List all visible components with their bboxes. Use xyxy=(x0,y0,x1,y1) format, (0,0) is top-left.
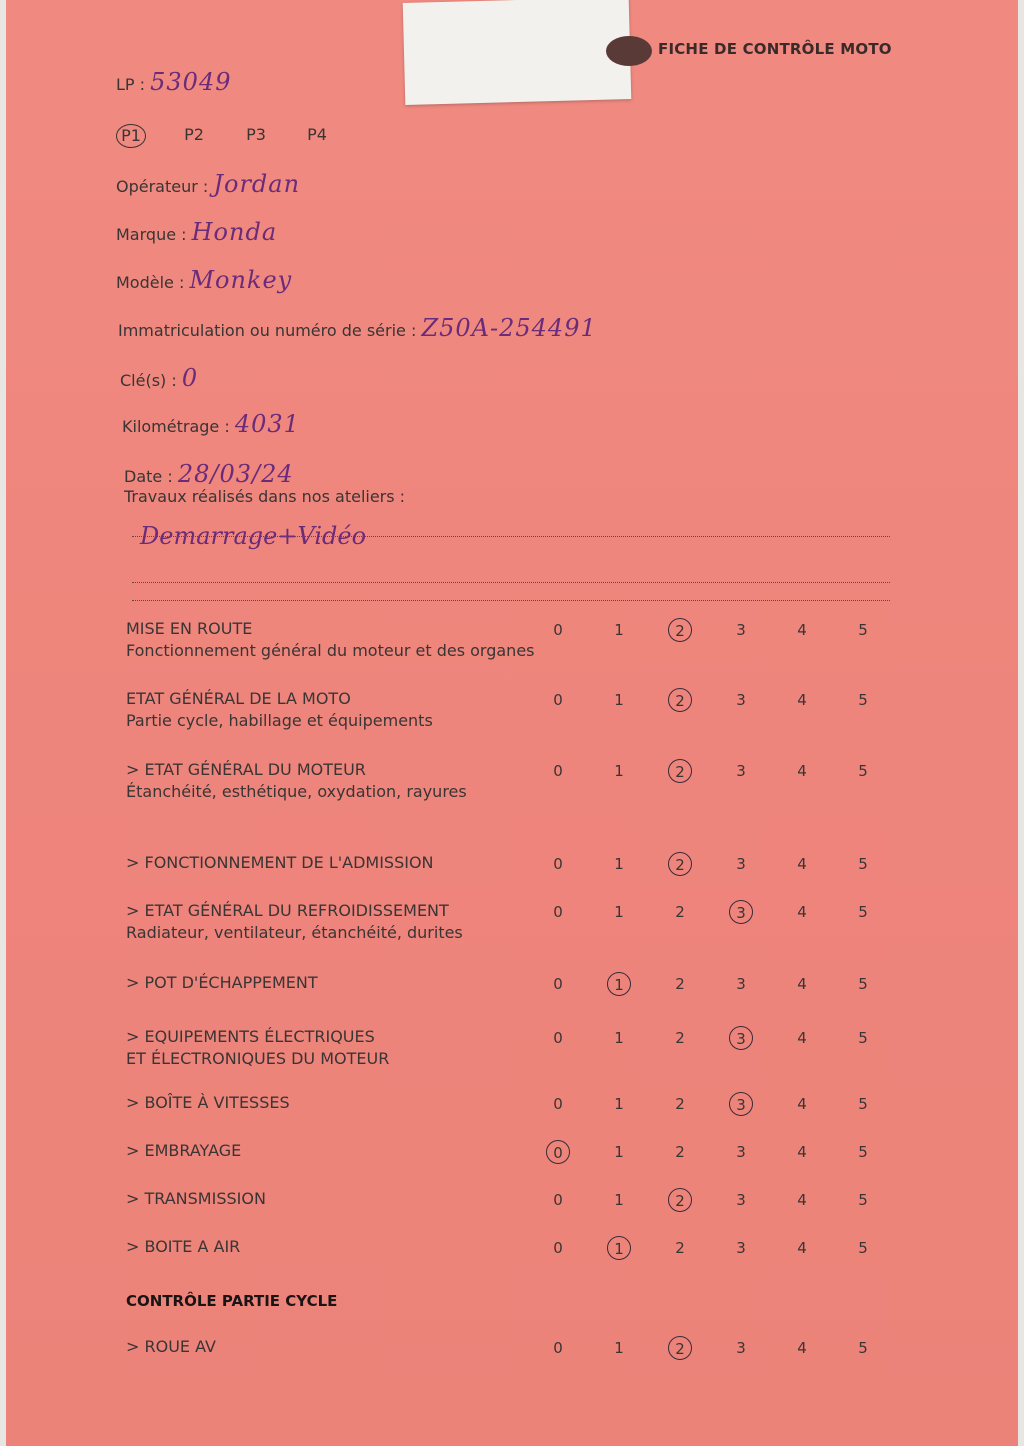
score-option-5[interactable]: 5 xyxy=(858,1239,868,1257)
cles-value: 0 xyxy=(181,364,199,392)
check-row xyxy=(126,1188,906,1210)
lp-field xyxy=(116,68,232,96)
score-option-1[interactable]: 1 xyxy=(607,972,631,996)
form-title: FICHE DE CONTRÔLE MOTO xyxy=(658,40,892,58)
position-p2: P2 xyxy=(184,125,204,144)
check-title: > BOITE A AIR xyxy=(126,1237,241,1256)
score-option-4[interactable]: 4 xyxy=(797,1339,807,1357)
kilometrage-value: 4031 xyxy=(234,410,300,438)
score-option-0[interactable]: 0 xyxy=(553,1239,563,1257)
score-option-3[interactable]: 3 xyxy=(729,900,753,924)
check-title: > TRANSMISSION xyxy=(126,1189,266,1208)
check-title: > ETAT GÉNÉRAL DU REFROIDISSEMENT xyxy=(126,901,449,920)
kilometrage-field xyxy=(122,410,300,438)
cles-field xyxy=(120,364,198,392)
check-title: > ROUE AV xyxy=(126,1337,216,1356)
check-row xyxy=(126,852,906,874)
score-option-0[interactable]: 0 xyxy=(553,1339,563,1357)
score-option-1[interactable]: 1 xyxy=(607,1236,631,1260)
score-option-2[interactable]: 2 xyxy=(675,1029,685,1047)
score-option-0[interactable]: 0 xyxy=(553,1029,563,1047)
kilometrage-label: Kilométrage : xyxy=(122,417,230,436)
check-subtitle: ET ÉLECTRONIQUES DU MOTEUR xyxy=(126,1049,390,1068)
score-option-1[interactable]: 1 xyxy=(614,1029,624,1047)
score-option-2[interactable]: 2 xyxy=(675,903,685,921)
score-scale xyxy=(546,972,906,996)
score-option-2[interactable]: 2 xyxy=(668,688,692,712)
score-option-4[interactable]: 4 xyxy=(797,1239,807,1257)
works-label: Travaux réalisés dans nos ateliers : xyxy=(124,487,406,506)
score-option-1[interactable]: 1 xyxy=(614,1339,624,1357)
inspection-sheet xyxy=(6,0,1018,1446)
marque-value: Honda xyxy=(191,218,278,246)
score-scale xyxy=(546,900,906,924)
check-title: > EMBRAYAGE xyxy=(126,1141,242,1160)
operateur-label: Opérateur : xyxy=(116,177,209,196)
marque-field xyxy=(116,218,277,246)
score-option-3[interactable]: 3 xyxy=(736,762,746,780)
score-option-5[interactable]: 5 xyxy=(858,1095,868,1113)
check-title: > FONCTIONNEMENT DE L'ADMISSION xyxy=(126,853,434,872)
score-option-3[interactable]: 3 xyxy=(736,1339,746,1357)
date-field xyxy=(124,460,294,488)
works-line-3 xyxy=(132,600,890,601)
score-option-0[interactable]: 0 xyxy=(553,762,563,780)
score-option-3[interactable]: 3 xyxy=(736,975,746,993)
score-option-1[interactable]: 1 xyxy=(614,1095,624,1113)
works-line-1 xyxy=(132,536,890,537)
score-option-3[interactable]: 3 xyxy=(736,621,746,639)
score-option-0[interactable]: 0 xyxy=(553,1191,563,1209)
cycle-section-heading: CONTRÔLE PARTIE CYCLE xyxy=(126,1292,338,1310)
score-option-3[interactable]: 3 xyxy=(729,1026,753,1050)
score-option-2[interactable]: 2 xyxy=(675,1143,685,1161)
check-row xyxy=(126,1026,906,1070)
score-option-0[interactable]: 0 xyxy=(553,975,563,993)
score-option-0[interactable]: 0 xyxy=(553,903,563,921)
score-option-2[interactable]: 2 xyxy=(668,1336,692,1360)
score-option-2[interactable]: 2 xyxy=(668,618,692,642)
score-option-2[interactable]: 2 xyxy=(675,1239,685,1257)
score-option-3[interactable]: 3 xyxy=(729,1092,753,1116)
score-option-1[interactable]: 1 xyxy=(614,855,624,873)
score-option-4[interactable]: 4 xyxy=(797,855,807,873)
score-option-4[interactable]: 4 xyxy=(797,621,807,639)
score-option-3[interactable]: 3 xyxy=(736,1191,746,1209)
score-option-3[interactable]: 3 xyxy=(736,691,746,709)
check-subtitle: Étanchéité, esthétique, oxydation, rayures xyxy=(126,782,467,801)
check-subtitle: Fonctionnement général du moteur et des organes xyxy=(126,641,535,660)
score-option-2[interactable]: 2 xyxy=(668,1188,692,1212)
score-scale xyxy=(546,1092,906,1116)
marque-label: Marque : xyxy=(116,225,187,244)
score-scale xyxy=(546,759,906,783)
score-option-5[interactable]: 5 xyxy=(858,1029,868,1047)
immatriculation-value: Z50A-254491 xyxy=(421,314,597,342)
operateur-field xyxy=(116,170,300,198)
check-title: > POT D'ÉCHAPPEMENT xyxy=(126,973,318,992)
score-option-5[interactable]: 5 xyxy=(858,1191,868,1209)
position-p1: P1 xyxy=(116,124,146,148)
tape-strip xyxy=(403,0,632,105)
brand-logo-icon xyxy=(606,36,652,66)
check-row xyxy=(126,1336,906,1358)
date-value: 28/03/24 xyxy=(177,460,294,488)
score-option-3[interactable]: 3 xyxy=(736,1143,746,1161)
score-option-4[interactable]: 4 xyxy=(797,903,807,921)
lp-label: LP : xyxy=(116,75,146,94)
score-option-1[interactable]: 1 xyxy=(614,762,624,780)
score-option-2[interactable]: 2 xyxy=(668,852,692,876)
works-line-2 xyxy=(132,582,890,583)
score-option-5[interactable]: 5 xyxy=(858,691,868,709)
score-option-5[interactable]: 5 xyxy=(858,903,868,921)
check-subtitle: Partie cycle, habillage et équipements xyxy=(126,711,433,730)
check-title: > ETAT GÉNÉRAL DU MOTEUR xyxy=(126,760,366,779)
modele-field xyxy=(116,266,292,294)
check-title: > BOÎTE À VITESSES xyxy=(126,1093,290,1112)
score-option-4[interactable]: 4 xyxy=(797,762,807,780)
score-option-2[interactable]: 2 xyxy=(675,975,685,993)
position-p3: P3 xyxy=(246,125,266,144)
score-scale xyxy=(546,618,906,642)
score-option-4[interactable]: 4 xyxy=(797,1191,807,1209)
check-row xyxy=(126,688,906,732)
check-row xyxy=(126,759,906,803)
score-option-1[interactable]: 1 xyxy=(614,1191,624,1209)
check-subtitle: Radiateur, ventilateur, étanchéité, durites xyxy=(126,923,463,942)
immatriculation-field xyxy=(118,314,597,342)
check-row xyxy=(126,1236,906,1258)
score-option-4[interactable]: 4 xyxy=(797,691,807,709)
check-row xyxy=(126,900,906,944)
score-option-1[interactable]: 1 xyxy=(614,691,624,709)
score-option-5[interactable]: 5 xyxy=(858,1143,868,1161)
score-option-0[interactable]: 0 xyxy=(546,1140,570,1164)
score-option-5[interactable]: 5 xyxy=(858,1339,868,1357)
score-option-1[interactable]: 1 xyxy=(614,1143,624,1161)
score-scale xyxy=(546,1236,906,1260)
date-label: Date : xyxy=(124,467,173,486)
score-option-3[interactable]: 3 xyxy=(736,1239,746,1257)
score-scale xyxy=(546,1026,906,1050)
score-option-0[interactable]: 0 xyxy=(553,621,563,639)
modele-value: Monkey xyxy=(189,266,293,294)
score-option-1[interactable]: 1 xyxy=(614,621,624,639)
check-title: MISE EN ROUTE xyxy=(126,619,253,638)
modele-label: Modèle : xyxy=(116,273,185,292)
score-option-5[interactable]: 5 xyxy=(858,621,868,639)
score-option-2[interactable]: 2 xyxy=(668,759,692,783)
cles-label: Clé(s) : xyxy=(120,371,177,390)
score-scale xyxy=(546,1336,906,1360)
score-scale xyxy=(546,1188,906,1212)
score-option-5[interactable]: 5 xyxy=(858,855,868,873)
check-row xyxy=(126,972,906,994)
score-option-0[interactable]: 0 xyxy=(553,855,563,873)
check-title: > EQUIPEMENTS ÉLECTRIQUES xyxy=(126,1027,375,1046)
check-row xyxy=(126,1092,906,1114)
score-option-0[interactable]: 0 xyxy=(553,691,563,709)
score-option-4[interactable]: 4 xyxy=(797,1095,807,1113)
score-option-2[interactable]: 2 xyxy=(675,1095,685,1113)
check-row xyxy=(126,1140,906,1162)
lp-value: 53049 xyxy=(150,68,232,96)
score-option-3[interactable]: 3 xyxy=(736,855,746,873)
check-row xyxy=(126,618,906,662)
score-option-4[interactable]: 4 xyxy=(797,1029,807,1047)
score-option-4[interactable]: 4 xyxy=(797,975,807,993)
score-scale xyxy=(546,1140,906,1164)
score-scale xyxy=(546,852,906,876)
score-option-5[interactable]: 5 xyxy=(858,975,868,993)
score-option-1[interactable]: 1 xyxy=(614,903,624,921)
score-option-4[interactable]: 4 xyxy=(797,1143,807,1161)
score-scale xyxy=(546,688,906,712)
immatriculation-label: Immatriculation ou numéro de série : xyxy=(118,321,417,340)
score-option-5[interactable]: 5 xyxy=(858,762,868,780)
operateur-value: Jordan xyxy=(213,170,301,198)
works-value: Demarrage+Vidéo xyxy=(140,522,367,550)
check-title: ETAT GÉNÉRAL DE LA MOTO xyxy=(126,689,351,708)
score-option-0[interactable]: 0 xyxy=(553,1095,563,1113)
position-p4: P4 xyxy=(307,125,327,144)
